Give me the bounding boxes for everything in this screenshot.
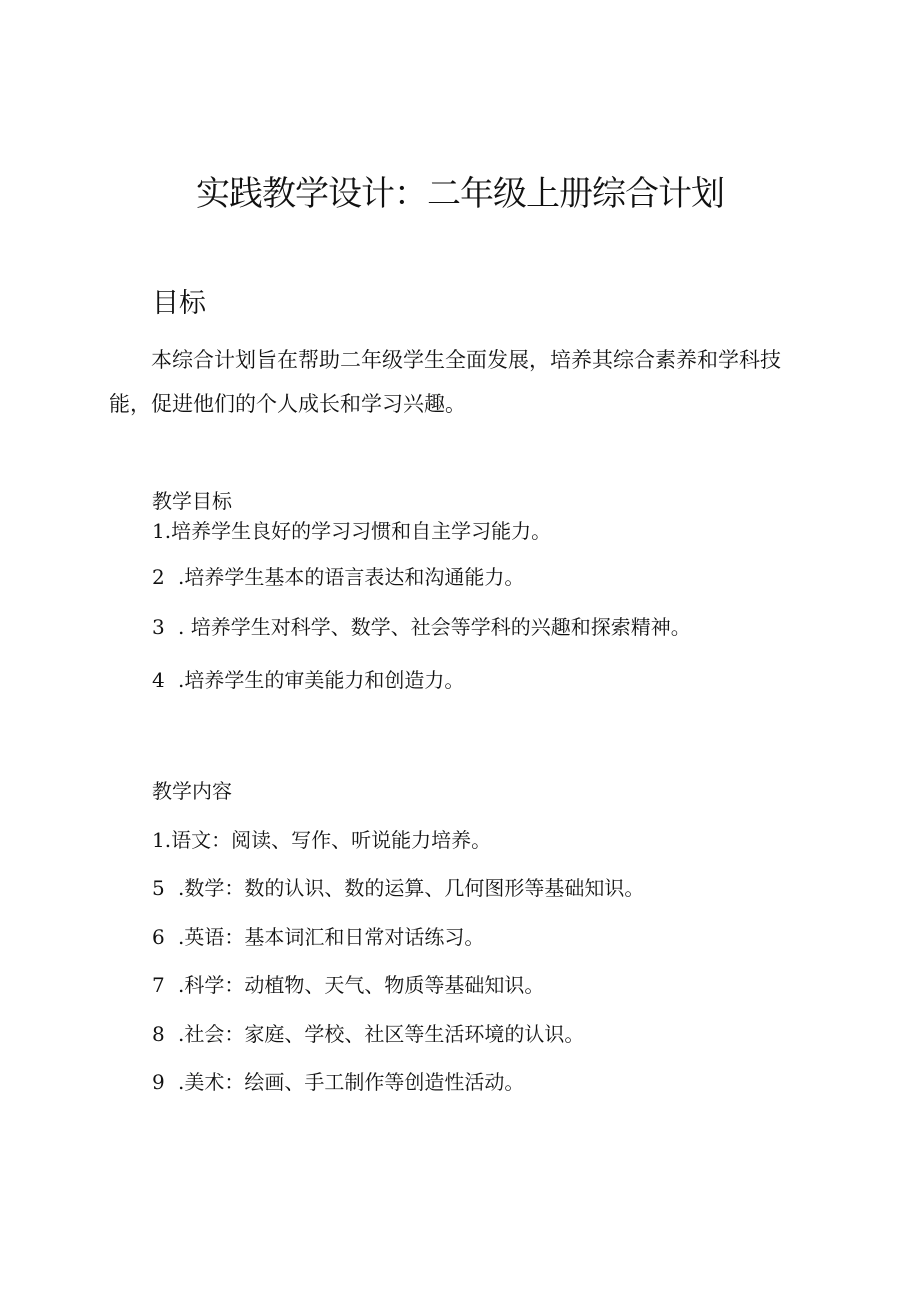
content-item-text: .美术：绘画、手工制作等创造性活动。 <box>178 1070 525 1094</box>
goal-item <box>152 562 524 592</box>
subheading-teaching-content: 教学内容 <box>152 779 232 803</box>
goal-item-number: 1. <box>152 519 172 543</box>
content-item-number: 1. <box>152 828 172 852</box>
intro-paragraph <box>109 338 809 426</box>
goal-item-text: .培养学生基本的语言表达和沟通能力。 <box>178 565 525 589</box>
goal-item <box>152 612 691 642</box>
content-item-number: 8 <box>152 1022 165 1046</box>
content-item <box>152 825 491 855</box>
content-item-text: .英语：基本词汇和日常对话练习。 <box>178 925 485 949</box>
goal-item-text: .培养学生的审美能力和创造力。 <box>178 668 465 692</box>
goal-item <box>152 516 551 546</box>
content-item-number: 9 <box>152 1070 165 1094</box>
content-item-number: 6 <box>152 925 165 949</box>
content-item <box>152 873 644 903</box>
goal-item <box>152 665 464 695</box>
content-item <box>152 1019 584 1049</box>
goal-item-text: . 培养学生对科学、数学、社会等学科的兴趣和探索精神。 <box>178 615 691 639</box>
content-item-text: 语文：阅读、写作、听说能力培养。 <box>171 828 492 852</box>
subheading-teaching-goals: 教学目标 <box>152 489 232 513</box>
goal-item-number: 2 <box>152 565 165 589</box>
goal-item-text: 培养学生良好的学习习惯和自主学习能力。 <box>171 519 552 543</box>
content-item <box>152 1067 524 1097</box>
section-heading-goal: 目标 <box>152 288 206 319</box>
content-item-number: 5 <box>152 876 165 900</box>
content-item-text: .社会：家庭、学校、社区等生活环境的认识。 <box>178 1022 585 1046</box>
page-title: 实践教学设计：二年级上册综合计划 <box>196 174 724 214</box>
content-item-text: .数学：数的认识、数的运算、几何图形等基础知识。 <box>178 876 645 900</box>
intro-text: 本综合计划旨在帮助二年级学生全面发展，培养其综合素养和学科技能，促进他们的个人成长和学习兴趣。 <box>109 348 781 416</box>
goal-item-number: 4 <box>152 668 165 692</box>
content-item <box>152 922 484 952</box>
goal-item-number: 3 <box>152 615 165 639</box>
content-item-number: 7 <box>152 973 165 997</box>
content-item <box>152 970 544 1000</box>
content-item-text: .科学：动植物、天气、物质等基础知识。 <box>178 973 545 997</box>
